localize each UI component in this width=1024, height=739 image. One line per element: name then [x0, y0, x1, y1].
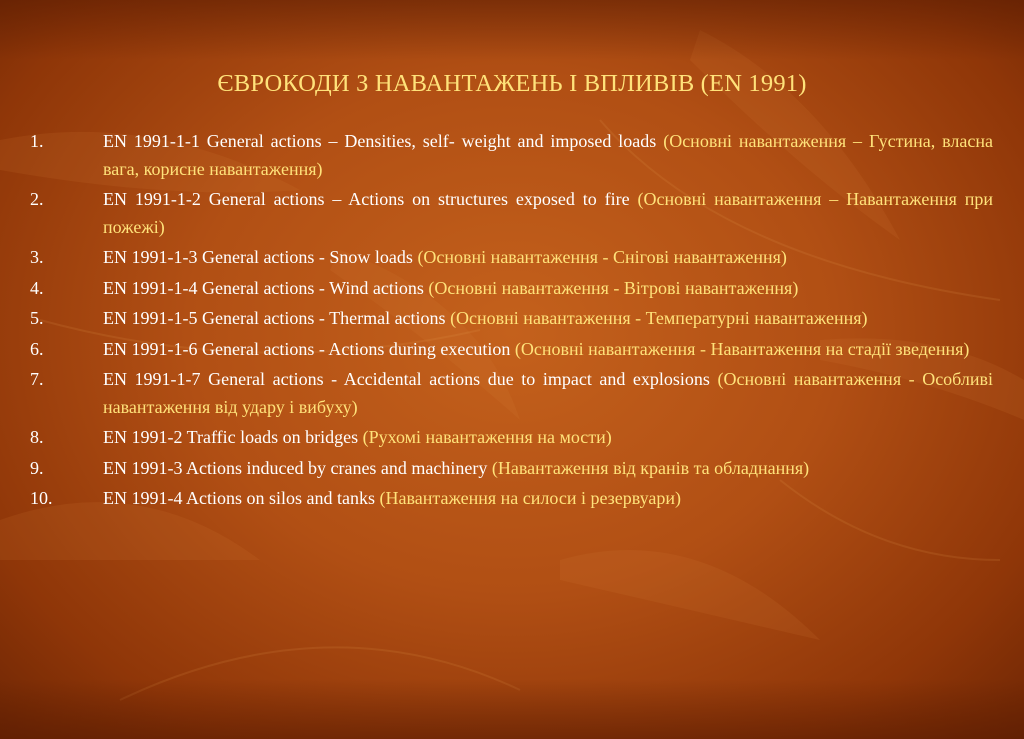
list-item-number: 3.: [30, 247, 44, 267]
ukrainian-translation: (Основні навантаження – Густина, власна вага, корисне навантаження): [103, 131, 994, 179]
list-item-text: [103, 186, 993, 241]
list-item-number: 4.: [30, 277, 44, 298]
ukrainian-translation: (Основні навантаження - Особливі навантаження від удару і вибуху): [103, 369, 994, 417]
slide-title: ЄВРОКОДИ З НАВАНТАЖЕНЬ І ВПЛИВІВ (EN 1991): [217, 70, 807, 97]
english-title: EN 1991-2 Traffic loads on bridges: [103, 427, 359, 447]
list-item-text: [103, 336, 993, 364]
english-title: EN 1991-1-3 General actions - Snow loads: [103, 247, 413, 267]
list-item: [30, 366, 993, 421]
english-title: EN 1991-1-4 General actions - Wind actions: [103, 277, 424, 298]
english-title: EN 1991-1-5 General actions - Thermal actions: [103, 308, 446, 328]
ukrainian-translation: (Основні навантаження - Температурні навантаження): [450, 308, 868, 328]
ukrainian-translation: (Основні навантаження - Снігові навантаження): [417, 247, 787, 267]
list-item: [30, 424, 993, 452]
list-item-text: [103, 485, 993, 513]
list-item-number: 7.: [30, 369, 44, 389]
english-title: EN 1991-3 Actions induced by cranes and machinery: [103, 457, 488, 478]
list-item: [30, 186, 993, 241]
english-title: EN 1991-1-2 General actions – Actions on structures exposed to fire: [103, 189, 630, 209]
list-item-number: 8.: [30, 427, 44, 447]
list-item-text: [103, 275, 993, 303]
list-item: [30, 244, 993, 272]
list-item: [30, 305, 993, 333]
list-item-text: [103, 366, 993, 421]
ukrainian-translation: (Основні навантаження - Вітрові навантаження): [428, 277, 799, 298]
ukrainian-translation: (Основні навантаження - Навантаження на стадії зведення): [514, 338, 970, 359]
list-item-number: 6.: [30, 338, 44, 359]
english-title: EN 1991-1-7 General actions - Accidental actions due to impact and explosions: [103, 369, 710, 389]
list-item-text: [103, 424, 993, 452]
english-title: EN 1991-1-1 General actions – Densities, self- weight and imposed loads: [103, 131, 657, 151]
ukrainian-translation: (Навантаження від кранів та обладнання): [491, 457, 810, 478]
ukrainian-translation: (Рухомі навантаження на мости): [362, 427, 612, 447]
list-item: [30, 336, 993, 364]
ukrainian-translation: (Навантаження на силоси і резервуари): [379, 488, 682, 508]
english-title: EN 1991-1-6 General actions - Actions during execution: [103, 338, 511, 359]
english-title: EN 1991-4 Actions on silos and tanks: [103, 488, 375, 508]
list-item-text: [103, 128, 993, 183]
list-item: [30, 485, 993, 513]
list-item-number: 2.: [30, 189, 44, 209]
list-item-text: [103, 305, 993, 333]
list-item-text: [103, 244, 993, 272]
list-item: [30, 128, 993, 183]
ukrainian-translation: (Основні навантаження – Навантаження при пожежі): [103, 189, 994, 237]
list-item-number: 9.: [30, 457, 44, 478]
list-item-number: 5.: [30, 308, 44, 328]
list-item-number: 10.: [30, 488, 53, 508]
list-item: [30, 455, 993, 483]
eurocode-list: [30, 128, 993, 516]
list-item-text: [103, 455, 993, 483]
list-item: [30, 275, 993, 303]
list-item-number: 1.: [30, 131, 44, 151]
